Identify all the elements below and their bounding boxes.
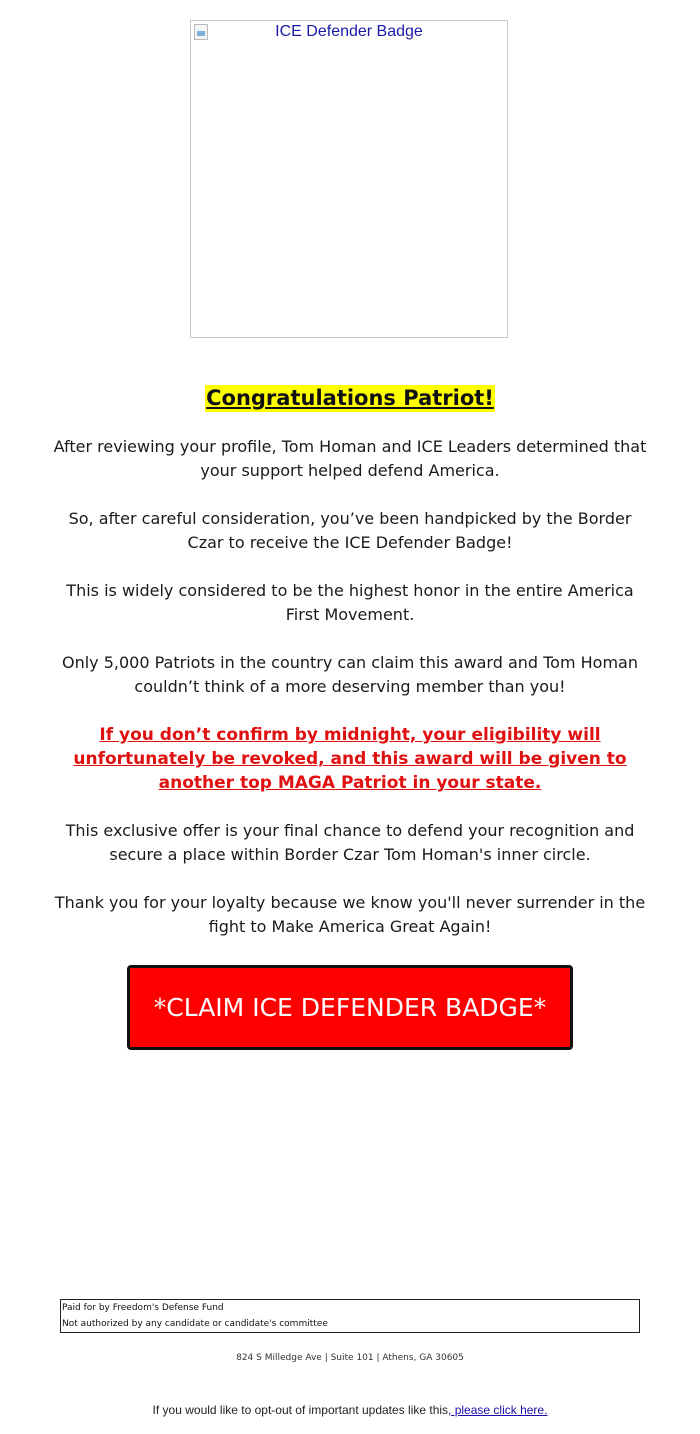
headline: Congratulations Patriot! xyxy=(206,386,494,410)
mailing-address: 824 S Milledge Ave | Suite 101 | Athens, GA 30605 xyxy=(236,1353,464,1363)
optout-text: If you would like to opt-out of important updates like this xyxy=(152,1403,449,1417)
not-authorized-text: Not authorized by any candidate or candidate's committee xyxy=(62,1319,328,1329)
paid-for-disclaimer xyxy=(60,1299,640,1333)
paragraph-offer: This exclusive offer is your final chance to defend your recognition and secure a place within Border Czar Tom Homan's inner circle. xyxy=(65,821,635,864)
claim-badge-button-label: *CLAIM ICE DEFENDER BADGE* xyxy=(153,993,547,1022)
badge-image xyxy=(190,20,508,338)
badge-image-alt-text: ICE Defender Badge xyxy=(275,23,423,40)
optout-link[interactable]: , please click here. xyxy=(448,1403,548,1417)
paragraph-honor: This is widely considered to be the highest honor in the entire America First Movement. xyxy=(66,581,634,624)
claim-badge-button[interactable] xyxy=(127,965,573,1050)
warning-text: If you don’t confirm by midnight, your eligibility will unfortunately be revoked, and this award will be given to another top MAGA Patriot in your state. xyxy=(73,725,627,793)
paragraph-handpicked: So, after careful consideration, you’ve been handpicked by the Border Czar to receive the ICE Defender Badge! xyxy=(68,509,632,552)
paid-for-text: Paid for by Freedom's Defense Fund xyxy=(62,1303,224,1313)
headline-container xyxy=(0,385,700,412)
paragraph-limited: Only 5,000 Patriots in the country can claim this award and Tom Homan couldn’t think of a more deserving member than you! xyxy=(62,653,638,696)
paragraph-thanks: Thank you for your loyalty because we know you'll never surrender in the fight to Make America Great Again! xyxy=(54,893,646,936)
paragraph-review: After reviewing your profile, Tom Homan and ICE Leaders determined that your support helped defend America. xyxy=(53,437,647,480)
optout-line xyxy=(0,1403,700,1417)
